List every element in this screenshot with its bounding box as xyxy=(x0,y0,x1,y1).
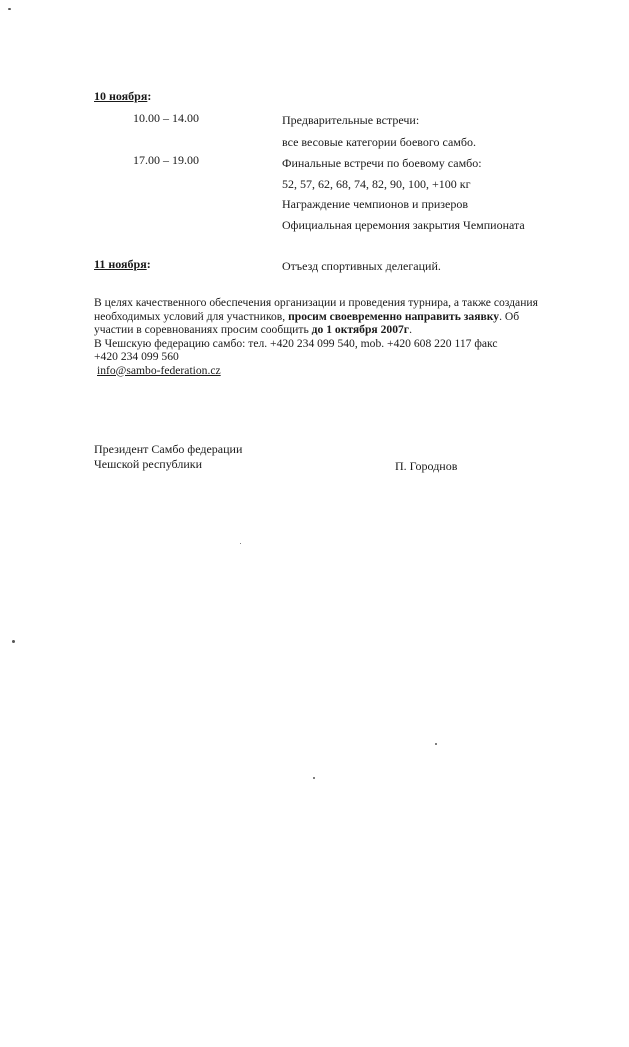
email-link[interactable]: info@sambo-federation.cz xyxy=(97,363,221,377)
scan-speck xyxy=(240,543,241,544)
notice-fax: +420 234 099 560 xyxy=(94,350,179,363)
day2-date-text: 11 ноября xyxy=(94,257,147,271)
scan-speck xyxy=(8,8,11,10)
day1-date-text: 10 ноября xyxy=(94,89,148,103)
day2-date xyxy=(94,257,151,272)
notice-line2-end: . Об xyxy=(499,309,520,323)
notice-deadline-bold: до 1 октября 2007г xyxy=(311,323,410,336)
signature-title-line1: Президент Самбо федерации xyxy=(94,442,243,456)
notice-line1: В целях качественного обеспечения организации и проведения турнира, а также создания xyxy=(94,296,538,309)
signature-title-line2: Чешской республики xyxy=(94,457,203,471)
notice-contacts: В Чешскую федерацию самбо: тел. +420 234 099 540, mob. +420 608 220 117 факс xyxy=(94,336,498,350)
notice-line3-start: участии в соревнованиях просим сообщить xyxy=(94,323,312,336)
notice-line3 xyxy=(94,323,614,337)
slot2-line4: Официальная церемония закрытия Чемпионата xyxy=(282,218,525,232)
scan-speck xyxy=(12,640,15,643)
slot1-line2: все весовые категории боевого самбо. xyxy=(282,135,476,149)
day1-date xyxy=(94,89,151,104)
scan-speck xyxy=(313,777,315,779)
slot1-line1: Предварительные встречи: xyxy=(282,113,420,127)
notice-line2-start: необходимых условий для участников, xyxy=(94,309,289,323)
scan-speck xyxy=(435,743,437,745)
slot2-line1: Финальные встречи по боевому самбо: xyxy=(282,156,482,170)
slot1-time: 10.00 – 14.00 xyxy=(133,111,199,125)
notice-paragraph xyxy=(94,296,614,377)
slot2-line2: 52, 57, 62, 68, 74, 82, 90, 100, +100 кг xyxy=(282,177,471,191)
notice-line3-end: . xyxy=(409,323,412,336)
day2-event: Отъезд спортивных делегаций. xyxy=(282,259,441,273)
slot2-line3: Награждение чемпионов и призеров xyxy=(282,197,469,211)
day2-date-colon: : xyxy=(146,257,151,271)
day1-date-colon: : xyxy=(147,89,152,103)
signature-name: П. Городнов xyxy=(395,459,458,473)
notice-line2 xyxy=(94,310,614,324)
notice-request-bold: просим своевременно направить заявку xyxy=(288,309,500,323)
slot2-time: 17.00 – 19.00 xyxy=(133,153,199,167)
notice-email-row xyxy=(94,364,614,378)
